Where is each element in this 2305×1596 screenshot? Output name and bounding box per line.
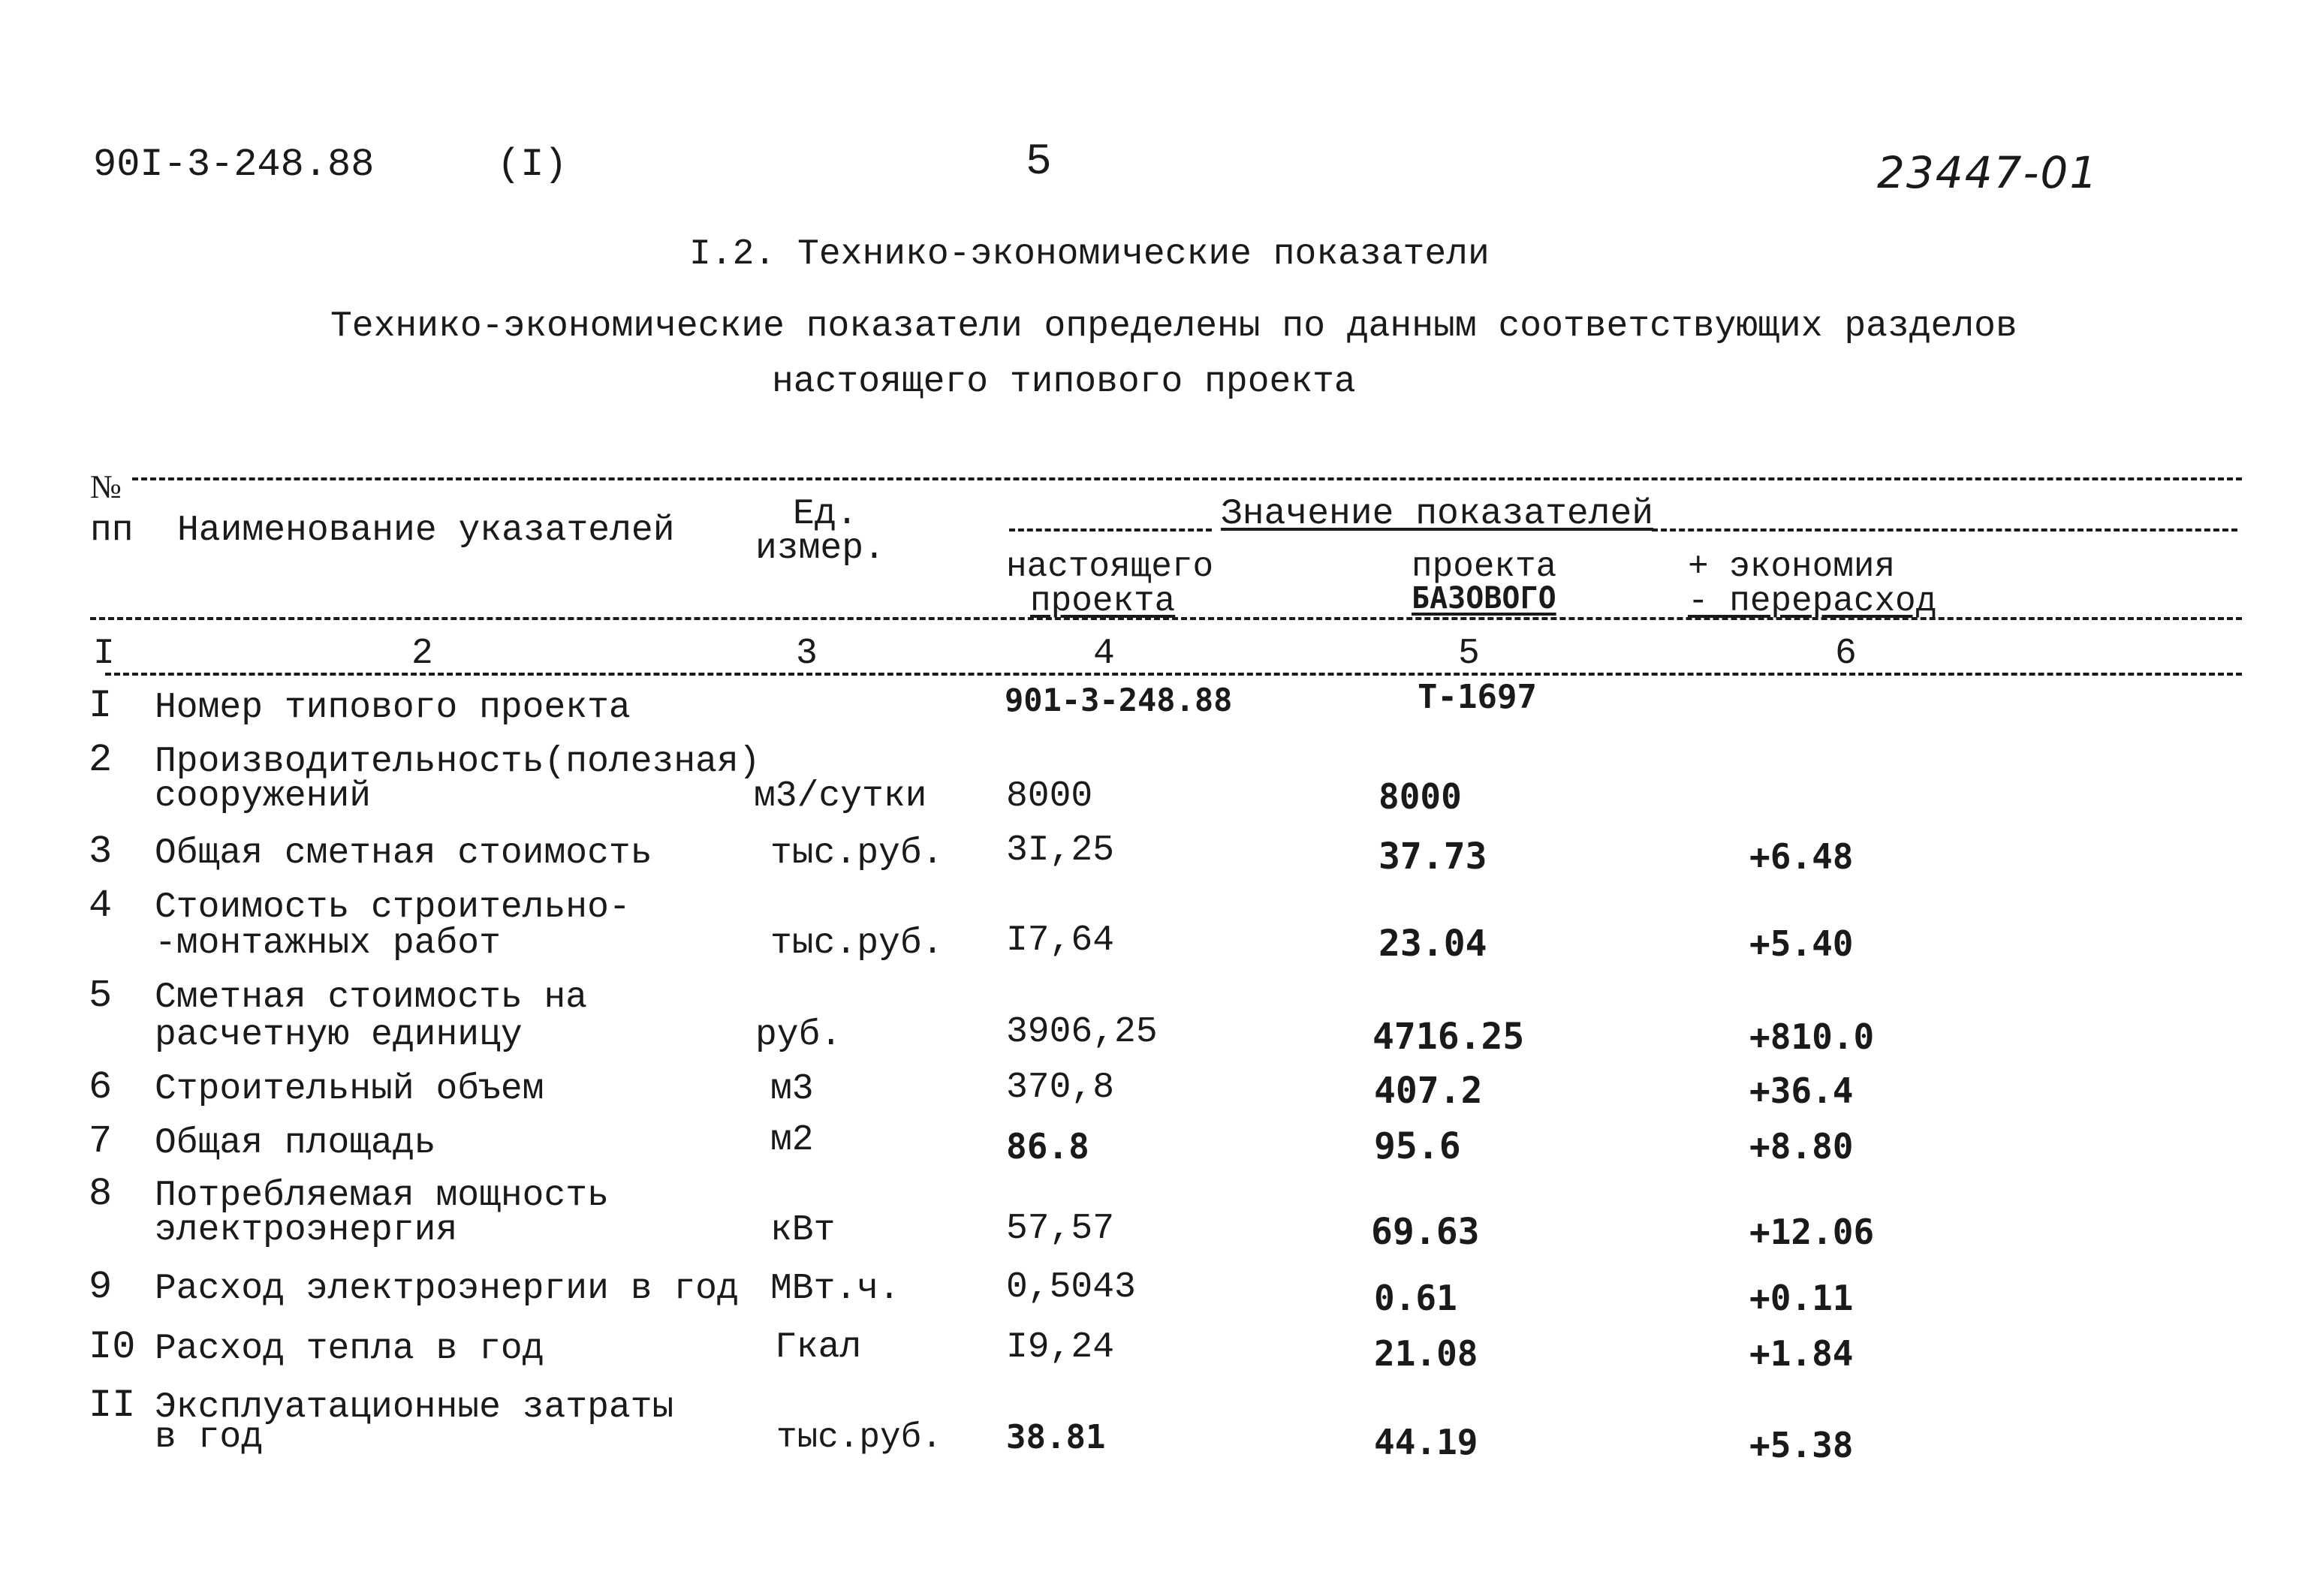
- column-number: 5: [1458, 634, 1480, 674]
- volume-label: (I): [497, 143, 568, 187]
- row-number: 5: [89, 974, 113, 1018]
- difference-value: +0.11: [1749, 1278, 1854, 1318]
- base-value: 69.63: [1371, 1211, 1480, 1253]
- unit-header-line1: Ед.: [793, 494, 858, 535]
- current-project-header-line2: проекта: [1030, 582, 1176, 621]
- base-value: 44.19: [1374, 1422, 1478, 1462]
- base-value: 23.04: [1378, 923, 1487, 965]
- current-value: 8000: [1006, 776, 1093, 817]
- unit: м3: [770, 1069, 814, 1110]
- row-number: 6: [89, 1065, 113, 1110]
- base-value: 0.61: [1374, 1278, 1457, 1318]
- current-value: 3906,25: [1006, 1012, 1158, 1052]
- difference-value: +1.84: [1749, 1333, 1854, 1374]
- unit: кВт: [770, 1210, 836, 1251]
- table-top-rule: [132, 477, 2242, 480]
- unit: руб.: [755, 1015, 842, 1055]
- unit-header-line2: измер.: [755, 528, 885, 569]
- base-value: 37.73: [1378, 836, 1487, 878]
- current-value: 57,57: [1006, 1209, 1115, 1249]
- values-group-header: Значение показателей: [1221, 494, 1654, 535]
- difference-value: +5.38: [1749, 1425, 1854, 1465]
- base-value: 95.6: [1374, 1125, 1461, 1167]
- current-value: 370,8: [1006, 1068, 1115, 1108]
- indicator-name-cont: в год: [155, 1417, 264, 1458]
- base-project-header-line2: БАЗОВОГО: [1412, 581, 1556, 616]
- unit: тыс.руб.: [770, 833, 944, 874]
- difference-value: +5.40: [1749, 923, 1854, 964]
- row-number: I: [89, 684, 113, 728]
- difference-value: +12.06: [1749, 1212, 1875, 1252]
- row-number: 2: [89, 738, 113, 782]
- indicator-name-cont: -монтажных работ: [155, 923, 501, 964]
- current-project-header-line1: настоящего: [1006, 547, 1214, 586]
- inventory-stamp: 23447-01: [1877, 147, 2099, 198]
- indicator-name: Стоимость строительно-: [155, 887, 631, 928]
- indicator-name: Номер типового проекта: [155, 688, 631, 728]
- current-value: 38.81: [1006, 1418, 1106, 1456]
- current-value: 3I,25: [1006, 830, 1115, 871]
- current-value: 86.8: [1006, 1126, 1089, 1167]
- group-rule-right: [1652, 528, 2237, 531]
- unit: МВт.ч.: [770, 1269, 900, 1309]
- group-rule-left: [1009, 528, 1212, 531]
- row-number: 3: [89, 830, 113, 874]
- unit: Гкал: [775, 1327, 862, 1368]
- column-number: I: [93, 634, 115, 674]
- indicator-name: Производительность(полезная): [155, 742, 761, 782]
- indicator-name: Расход электроэнергии в год: [155, 1269, 739, 1309]
- column-number: 4: [1093, 634, 1115, 674]
- base-value: 21.08: [1374, 1333, 1478, 1374]
- row-number: I0: [89, 1325, 136, 1369]
- row-number: 4: [89, 884, 113, 928]
- base-value: 4716.25: [1372, 1016, 1525, 1058]
- indicator-name: Строительный объем: [155, 1069, 544, 1110]
- page-number: 5: [1026, 138, 1052, 187]
- difference-value: +810.0: [1749, 1016, 1875, 1057]
- base-value: 407.2: [1374, 1070, 1483, 1112]
- unit: м3/сутки: [754, 776, 927, 817]
- indicator-name-cont: расчетную единицу: [155, 1015, 523, 1055]
- unit: тыс.руб.: [770, 923, 944, 964]
- difference-value: +36.4: [1749, 1071, 1854, 1111]
- current-value: 0,5043: [1006, 1267, 1136, 1308]
- difference-header-line2: - перерасход: [1688, 582, 1937, 621]
- base-project-header-line1: проекта: [1412, 547, 1557, 586]
- row-number: 9: [89, 1265, 113, 1309]
- unit: м2: [770, 1120, 814, 1161]
- indicator-name: Общая площадь: [155, 1123, 436, 1164]
- difference-value: +8.80: [1749, 1126, 1854, 1167]
- base-value: Т-1697: [1418, 678, 1537, 716]
- indicator-name-cont: сооружений: [155, 776, 372, 817]
- current-value: 901-3-248.88: [1005, 682, 1233, 718]
- column-number: 6: [1835, 634, 1857, 674]
- number-header: пп: [90, 510, 134, 551]
- column-number: 3: [796, 634, 818, 674]
- row-number: 7: [89, 1119, 113, 1164]
- column-number: 2: [411, 634, 433, 674]
- indicator-name: Расход тепла в год: [155, 1329, 544, 1369]
- row-number: II: [89, 1384, 136, 1428]
- indicator-name: Потребляемая мощность: [155, 1176, 609, 1216]
- unit: тыс.руб.: [776, 1418, 942, 1457]
- number-symbol: №: [90, 468, 122, 505]
- base-value: 8000: [1378, 776, 1462, 817]
- current-value: I7,64: [1006, 920, 1115, 961]
- intro-text-line1: Технико-экономические показатели определены по данным соответствующих разделов: [330, 306, 2017, 347]
- indicator-name: Сметная стоимость на: [155, 977, 588, 1018]
- name-header: Наименование указателей: [177, 510, 675, 551]
- difference-header-line1: + экономия: [1688, 547, 1896, 586]
- current-value: I9,24: [1006, 1327, 1115, 1368]
- row-number: 8: [89, 1172, 113, 1216]
- document-code: 90I-3-248.88: [93, 143, 375, 187]
- indicator-name: Эксплуатационные затраты: [155, 1387, 674, 1428]
- intro-text-line2: настоящего типового проекта: [772, 362, 1356, 402]
- indicator-name-cont: электроэнергия: [155, 1210, 458, 1251]
- section-title: I.2. Технико-экономические показатели: [689, 234, 1490, 275]
- indicator-name: Общая сметная стоимость: [155, 833, 652, 874]
- difference-value: +6.48: [1749, 836, 1854, 877]
